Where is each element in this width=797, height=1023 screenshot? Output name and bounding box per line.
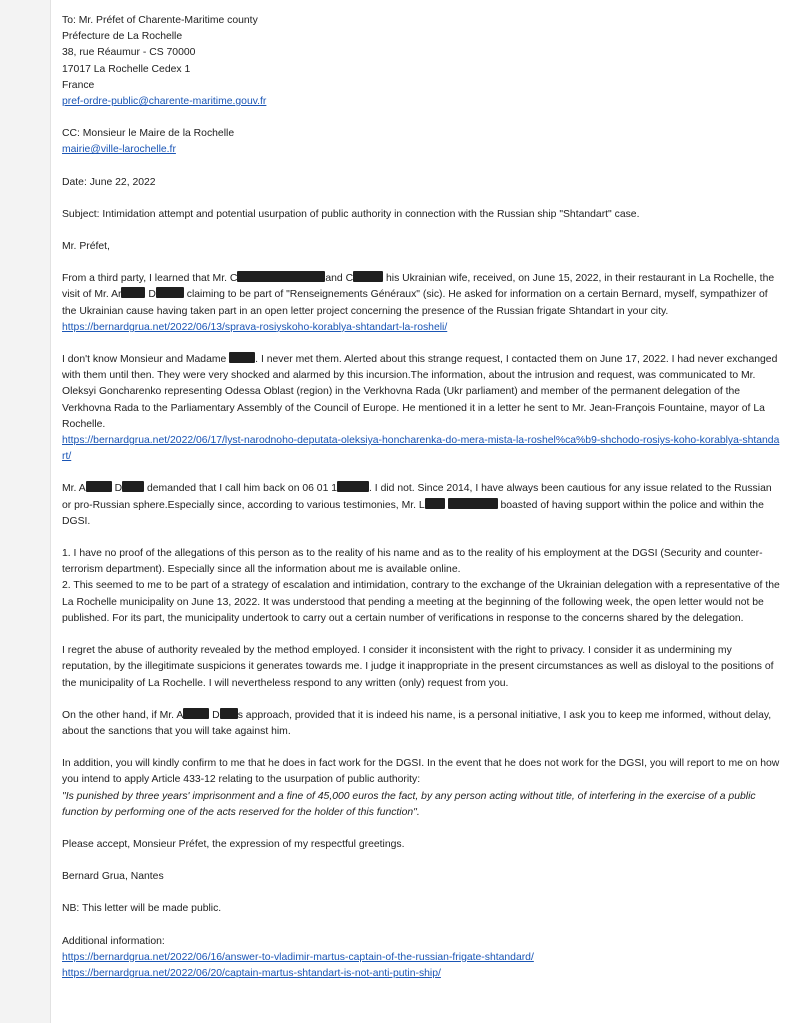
article-433-12-quote: "Is punished by three years' imprisonment and a fine of 45,000 euros the fact, by any person acting without title, of interfering in the exercise of a public function by performing one of the acts reserved for the holder of this function". [62,790,756,818]
additional-link-1[interactable]: https://bernardgrua.net/2022/06/16/answer-to-vladimir-martus-captain-of-the-russian-frigate-shtandard/ [62,951,534,963]
redaction-box [353,271,383,282]
redaction-box [425,498,445,509]
address-block [62,13,782,110]
letter-subject: Subject: Intimidation attempt and potential usurpation of public authority in connection with the Russian ship "Shtandart" case. [62,208,640,220]
redaction-box [156,287,184,298]
address-country: France [62,79,95,91]
address-line-3: 17017 La Rochelle Cedex 1 [62,63,191,75]
para1-text-1: From a third party, I learned that Mr. C [62,273,238,285]
para3-text-2: D [111,483,123,495]
para2-text-1: I don't know Monsieur and Madame [62,354,230,366]
numbered-points [62,546,782,627]
point-2: 2. This seemed to me to be part of a strategy of escalation and intimidation, contrary to the exchange of the Ukrainian delegation with a representative of the La Rochelle municipality on June 13, 2022. It was understood that pending a meeting at the beginning of the following week, the open letter would not be published. For its part, the municipality undertook to carry out a certain number of verifications in response to the concerns shared by the delegation. [62,580,780,624]
para3-text-5: boasted of having support within the police and within the DGSI. [62,499,764,527]
cc-recipient: CC: Monsieur le Maire de la Rochelle [62,128,235,140]
mairie-email-link[interactable]: mairie@ville-larochelle.fr [62,144,176,156]
letter-salutation: Mr. Préfet, [62,241,110,253]
article-link-lyst[interactable]: https://bernardgrua.net/2022/06/17/lyst-narodnoho-deputata-oleksiya-honcharenka-do-mera-mista-la-roshel%ca%b9-shchodo-rosiys-koho-korablya-shtandart/ [62,435,780,463]
paragraph-5 [62,708,782,740]
address-to: To: Mr. Préfet of Charente-Maritime county [62,15,258,26]
para1-text-2: and C [325,273,354,285]
signature: Bernard Grua, Nantes [62,871,164,883]
redaction-box [183,708,209,719]
additional-link-2[interactable]: https://bernardgrua.net/2022/06/20/captain-martus-shtandart-is-not-anti-putin-ship/ [62,967,441,979]
redaction-box [86,481,112,492]
letter-date: Date: June 22, 2022 [62,176,156,188]
paragraph-6 [62,756,782,821]
redaction-box [121,287,145,298]
closing-line: Please accept, Monsieur Préfet, the expression of my respectful greetings. [62,838,405,850]
redaction-box [220,708,238,719]
nb-note: NB: This letter will be made public. [62,903,222,915]
para1-text-5: claiming to be part of "Renseignements Généraux" (sic). He asked for information on a certain Bernard, myself, sympathizer of the Ukrainian cause having taken part in an open letter project concerning the presence of the Russian frigate Shtandart in your city. [62,289,768,317]
para1-text-4: D [145,289,156,301]
redaction-box [237,271,325,282]
article-link-sprava[interactable]: https://bernardgrua.net/2022/06/13/sprava-rosiyskoho-korablya-shtandart-la-rosheli/ [62,321,448,333]
para5-text-1: On the other hand, if Mr. A [62,709,184,721]
para3-text-1: Mr. A [62,483,86,495]
para3-text-3: demanded that I call him back on 06 01 1 [144,483,338,495]
para2-text-2: . I never met them. Alerted about this strange request, I contacted them on June 17, 2022. I had never exchanged with them until then. They were very shocked and alarmed by this incursion.The information, about the intrusion and request, was communicated to Mr. Oleksyi Goncharenko representing Odessa Oblast (region) in the Verkhovna Rada (Ukr parliament) and member of the permanent delegation of the Verkhovna Rada to the Parliamentary Assembly of the Council of Europe. He mentioned it in a letter he sent to Mr. Jean-François Fountaine, mayor of La Rochelle. [62,354,778,430]
para1-text-3: his Ukrainian wife, received, on June 15, 2022, in their restaurant in La Rochelle, the visit of Mr. Ar [62,273,775,301]
redaction-box [337,481,369,492]
paragraph-4: I regret the abuse of authority revealed by the method employed. I consider it inconsistent with the right to privacy. I consider it as undermining my reputation, by the illegitimate suspicions it generates towards me. I judge it inappropriate in the present circumstances as well as disloyal to the positions of the municipality of La Rochelle. I will nevertheless respond to any written (only) request from you. [62,645,774,689]
redaction-box [448,498,498,509]
para5-text-3: s approach, provided that it is indeed his name, is a personal initiative, I ask you to keep me informed, without delay, about the sanctions that you will take against him. [62,709,772,737]
para5-text-2: D [209,709,220,721]
prefecture-email-link[interactable]: pref-ordre-public@charente-maritime.gouv.fr [62,96,267,108]
paragraph-1 [62,271,782,336]
additional-information [62,934,782,983]
address-line-2: 38, rue Réaumur - CS 70000 [62,47,196,59]
redaction-box [122,481,144,492]
address-line-1: Préfecture de La Rochelle [62,31,183,43]
para6-text: In addition, you will kindly confirm to me that he does in fact work for the DGSI. In the event that he does not work for the DGSI, you will report to me on how you intend to apply Article 433-12 relating to the usurpation of public authority: [62,758,780,786]
cc-block [62,126,782,158]
letter-body [62,13,782,998]
paragraph-2 [62,352,782,465]
redaction-box [229,352,255,363]
additional-label: Additional information: [62,935,165,947]
para3-text-4: . I did not. Since 2014, I have always been cautious for any issue related to the Russian or pro-Russian sphere.Especially since, according to various testimonies, Mr. L [62,483,772,511]
paragraph-3 [62,481,782,530]
point-1: 1. I have no proof of the allegations of this person as to the reality of his name and as to the reality of his employment at the DGSI (Security and counter-terrorism department). Especially since all the information about me is available online. [62,548,763,576]
